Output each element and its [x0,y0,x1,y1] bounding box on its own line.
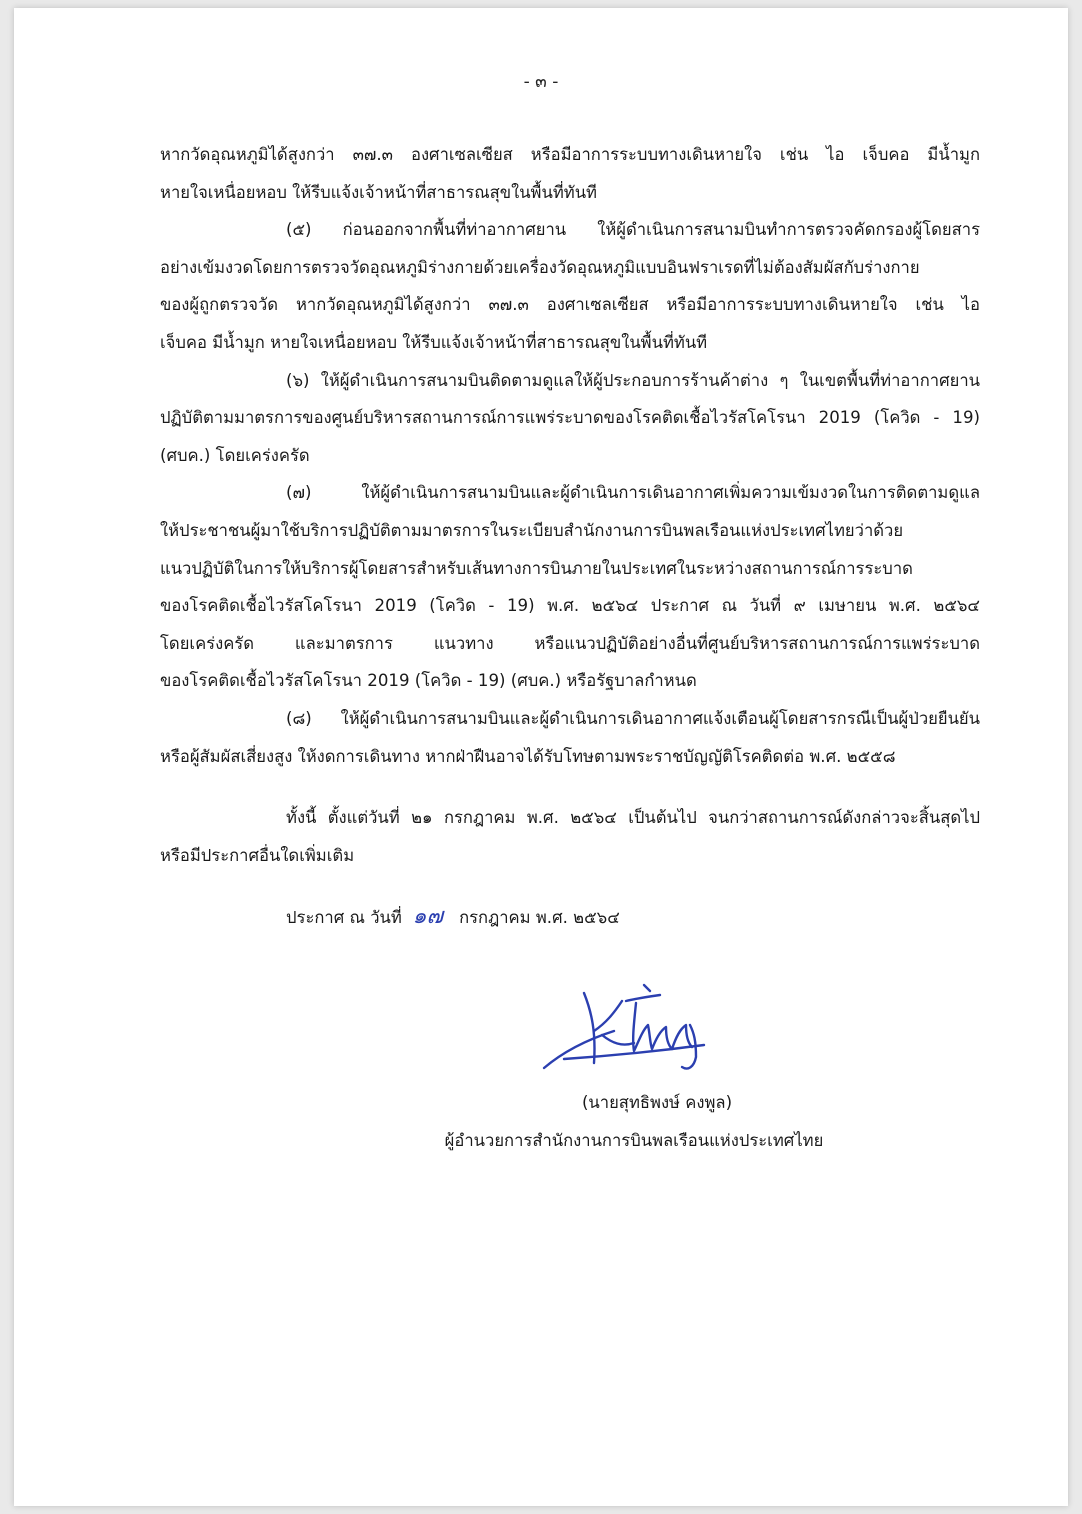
text-line: อย่างเข้มงวดโดยการตรวจวัดอุณหภูมิร่างกายด้วยเครื่องวัดอุณหภูมิแบบอินฟราเรดที่ไม่ต้องสัมผัสกับร่างกาย [160,257,920,277]
text-line: หากวัดอุณหภูมิได้สูงกว่า ๓๗.๓ องศาเซลเซียส หรือมีอาการระบบทางเดินหายใจ เช่น ไอ เจ็บคอ มีน้ำมูก [160,145,980,164]
document-body [160,136,980,874]
text-line: ของผู้ถูกตรวจวัด หากวัดอุณหภูมิได้สูงกว่า ๓๗.๓ องศาเซลเซียส หรือมีอาการระบบทางเดินหายใจ เช่น ไอ [160,295,980,315]
body-paragraphs [160,136,980,775]
signer-name: (นายสุทธิพงษ์ คงพูล) [581,1093,733,1112]
text-line: ทั้งนี้ ตั้งแต่วันที่ ๒๑ กรกฎาคม พ.ศ. ๒๕๖๔ เป็นต้นไป จนกว่าสถานการณ์ดังกล่าวจะสิ้นสุดไป [286,808,980,828]
announcement-prefix: ประกาศ ณ วันที่ [286,908,402,927]
text-line: ของโรคติดเชื้อไวรัสโคโรนา 2019 (โควิด - 19) (ศบค.) หรือรัฐบาลกำหนด [160,671,697,691]
text-line: (๗) ให้ผู้ดำเนินการสนามบินและผู้ดำเนินการเดินอากาศเพิ่มความเข้มงวดในการติดตามดูแล [286,483,980,503]
handwritten-day: ๑๗ [412,904,444,929]
text-line: หรือผู้สัมผัสเสี่ยงสูง ให้งดการเดินทาง หากฝ่าฝืนอาจได้รับโทษตามพระราชบัญญัติโรคติดต่อ พ.ศ. ๒๕๕๘ [160,746,896,766]
text-line: เจ็บคอ มีน้ำมูก หายใจเหนื่อยหอบ ให้รีบแจ้งเจ้าหน้าที่สาธารณสุขในพื้นที่ทันที [160,332,708,352]
text-line: (ศบค.) โดยเคร่งครัด [160,445,310,465]
text-line: (๖) ให้ผู้ดำเนินการสนามบินติดตามดูแลให้ผู้ประกอบการร้านค้าต่าง ๆ ในเขตพื้นที่ท่าอากาศยาน [286,370,980,390]
text-line: หายใจเหนื่อยหอบ ให้รีบแจ้งเจ้าหน้าที่สาธารณสุขในพื้นที่ทันที [160,182,597,202]
closing-paragraph [160,799,980,874]
announcement-date [286,898,620,933]
announcement-suffix: กรกฎาคม พ.ศ. ๒๕๖๔ [459,908,620,927]
text-line: หรือมีประกาศอื่นใดเพิ่มเติม [160,845,355,865]
document-page [14,8,1068,1506]
signer-title: ผู้อำนวยการสำนักงานการบินพลเรือนแห่งประเทศไทย [444,1131,824,1150]
text-line: ให้ประชาชนผู้มาใช้บริการปฏิบัติตามมาตรการในระเบียบสำนักงานการบินพลเรือนแห่งประเทศไทยว่าด้วย [160,520,904,540]
page-number: - ๓ - [523,72,559,92]
text-line: แนวปฏิบัติในการให้บริการผู้โดยสารสำหรับเส้นทางการบินภายในประเทศในระหว่างสถานการณ์การระบาด [160,558,913,578]
signature-image [534,973,724,1083]
text-line: ปฏิบัติตามมาตรการของศูนย์บริหารสถานการณ์การแพร่ระบาดของโรคติดเชื้อไวรัสโคโรนา 2019 (โควิด - 19) [160,408,980,428]
text-line: (๘) ให้ผู้ดำเนินการสนามบินและผู้ดำเนินการเดินอากาศแจ้งเตือนผู้โดยสารกรณีเป็นผู้ป่วยยืนยัน [286,708,980,728]
text-line: (๕) ก่อนออกจากพื้นที่ท่าอากาศยาน ให้ผู้ดำเนินการสนามบินทำการตรวจคัดกรองผู้โดยสาร [286,220,980,240]
text-line: โดยเคร่งครัด และมาตรการ แนวทาง หรือแนวปฏิบัติอย่างอื่นที่ศูนย์บริหารสถานการณ์การแพร่ระบาด [160,633,980,653]
text-line: ของโรคติดเชื้อไวรัสโคโรนา 2019 (โควิด - 19) พ.ศ. ๒๕๖๔ ประกาศ ณ วันที่ ๙ เมษายน พ.ศ. ๒๕๖๔ [160,596,980,616]
